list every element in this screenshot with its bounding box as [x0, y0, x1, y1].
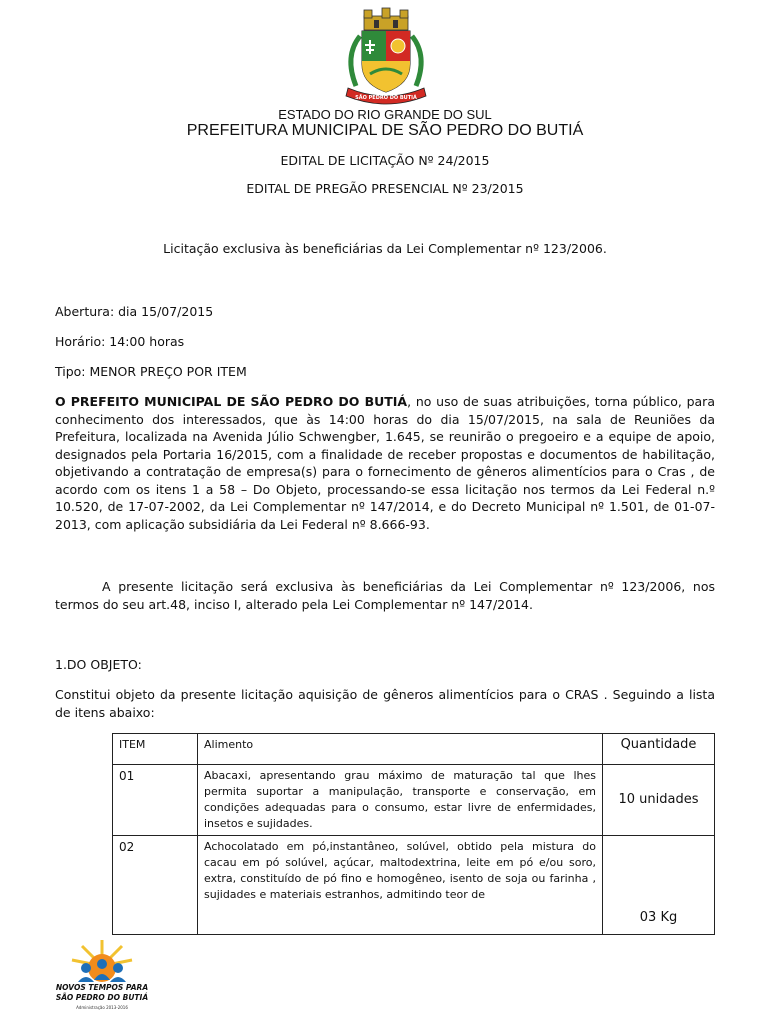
table-row — [113, 765, 715, 836]
items-table — [112, 733, 715, 935]
row-alimento: Abacaxi, apresentando grau máximo de maturação tal que lhes permita suportar a manipulação, transporte e conservação, em condições adequadas para o consumo, estar livre de enfermidades, insetos e sujidades. — [198, 765, 603, 836]
logo-tagline: Administração 2013-2016 — [76, 1005, 128, 1010]
row-quantidade: 10 unidades — [603, 765, 715, 836]
row-item: 02 — [113, 836, 198, 935]
intro-paragraph — [55, 393, 715, 533]
row-item: 01 — [113, 765, 198, 836]
horario-time: Horário: 14:00 horas — [55, 334, 185, 349]
logo-line1: NOVOS TEMPOS PARA — [56, 983, 148, 992]
tipo-licitacao: Tipo: MENOR PREÇO POR ITEM — [55, 364, 247, 379]
edital-licitacao-title: EDITAL DE LICITAÇÃO Nº 24/2015 — [280, 153, 490, 168]
section-objeto-title: 1.DO OBJETO: — [55, 657, 142, 672]
exclusive-paragraph: A presente licitação será exclusiva às beneficiárias da Lei Complementar nº 123/2006, nos termos do seu art.48, inciso I, alterado pela Lei Complementar nº 147/2014. — [55, 579, 715, 612]
exclusive-notice: Licitação exclusiva às beneficiárias da Lei Complementar nº 123/2006. — [163, 241, 607, 256]
abertura-date: Abertura: dia 15/07/2015 — [55, 304, 214, 319]
prefeitura-name: PREFEITURA MUNICIPAL DE SÃO PEDRO DO BUTIÁ — [186, 122, 584, 139]
table-row — [113, 836, 715, 935]
header-item: ITEM — [113, 734, 198, 765]
novos-tempos-logo-icon — [56, 938, 148, 1014]
edital-pregao-title: EDITAL DE PREGÃO PRESENCIAL Nº 23/2015 — [246, 181, 524, 196]
table-header-row — [113, 734, 715, 765]
municipal-crest-icon — [334, 6, 438, 106]
row-alimento: Achocolatado em pó,instantâneo, solúvel, obtido pela mistura do cacau em pó solúvel, açúcar, maltodextrina, leite em pó e/ou soro, extra, constituído de pó fino e homogêneo, isento de soja ou farinha , sujidades e materiais estranhos, admitindo teor de — [198, 836, 603, 935]
row-quantidade: 03 Kg — [603, 836, 715, 935]
state-name: ESTADO DO RIO GRANDE DO SUL — [278, 107, 492, 122]
header-quantidade: Quantidade — [603, 734, 715, 765]
crest-motto: SÃO PEDRO DO BUTIÁ — [355, 95, 417, 101]
intro-bold: O PREFEITO MUNICIPAL DE SÃO PEDRO DO BUTIÁ — [55, 394, 408, 409]
intro-text: , no uso de suas atribuições, torna público, para conhecimento dos interessados, que às 14:00 horas do dia 15/07/2015, na sala de Reuniões da Prefeitura, localizada na Avenida Júlio Schwengber, 1.645, se reunirão o pregoeiro e a equipe de apoio, designados pela Portaria 16/2015, com a finalidade de receber propostas e documentos de habilitação, objetivando a contratação de empresa(s) para o fornecimento de gêneros alimentícios para o Cras , de acordo com os itens 1 a 58 – Do Objeto, processando-se essa licitação nos termos da Lei Federal n.º 10.520, de 17-07-2002, da Lei Complementar nº 147/2014, e do Decreto Municipal nº 1.501, de 01-07-2013, com aplicação subsidiária da Lei Federal nº 8.666-93. — [55, 394, 715, 532]
section-objeto-text: Constitui objeto da presente licitação aquisição de gêneros alimentícios para o CRAS . Seguindo a lista de itens abaixo: — [55, 687, 715, 720]
logo-line2: SÃO PEDRO DO BUTIÁ — [56, 993, 148, 1002]
header-alimento: Alimento — [198, 734, 603, 765]
